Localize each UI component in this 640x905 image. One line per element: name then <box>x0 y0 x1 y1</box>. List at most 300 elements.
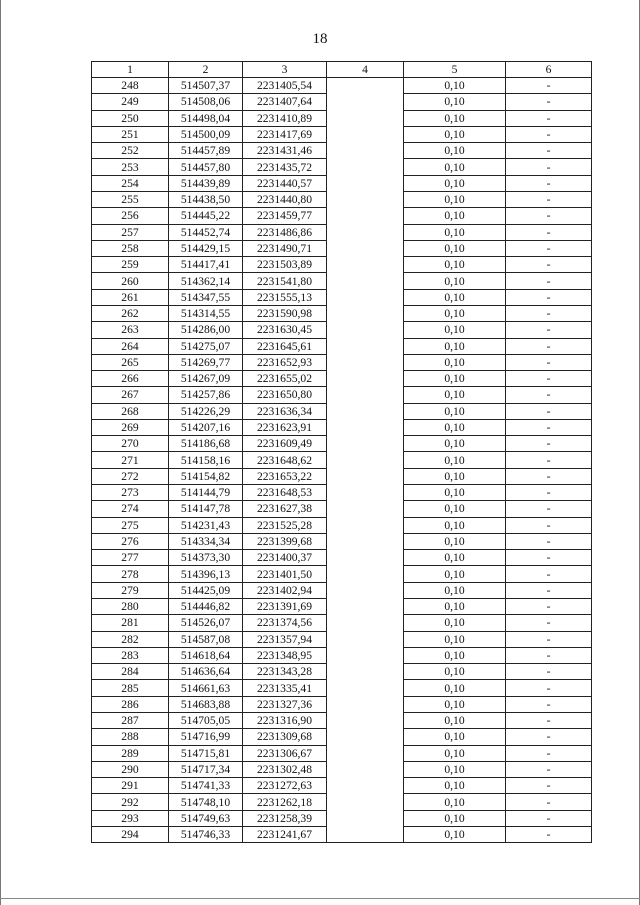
x-coordinate-cell: 514334,34 <box>169 533 243 549</box>
y-coordinate-cell: 2231401,50 <box>243 566 327 582</box>
table-row <box>92 436 592 452</box>
column-header: 3 <box>243 62 327 78</box>
dash-cell: - <box>506 485 592 501</box>
y-coordinate-cell: 2231400,37 <box>243 550 327 566</box>
point-number-cell: 270 <box>92 436 169 452</box>
point-number-cell: 273 <box>92 485 169 501</box>
point-number-cell: 280 <box>92 599 169 615</box>
empty-cell <box>327 794 404 810</box>
x-coordinate-cell: 514226,29 <box>169 403 243 419</box>
table-row <box>92 778 592 794</box>
accuracy-cell: 0,10 <box>404 126 506 142</box>
y-coordinate-cell: 2231627,38 <box>243 501 327 517</box>
x-coordinate-cell: 514716,99 <box>169 729 243 745</box>
accuracy-cell: 0,10 <box>404 289 506 305</box>
accuracy-cell: 0,10 <box>404 826 506 842</box>
point-number-cell: 258 <box>92 240 169 256</box>
x-coordinate-cell: 514636,64 <box>169 664 243 680</box>
accuracy-cell: 0,10 <box>404 110 506 126</box>
accuracy-cell: 0,10 <box>404 208 506 224</box>
dash-cell: - <box>506 191 592 207</box>
x-coordinate-cell: 514507,37 <box>169 78 243 94</box>
y-coordinate-cell: 2231306,67 <box>243 745 327 761</box>
accuracy-cell: 0,10 <box>404 794 506 810</box>
point-number-cell: 248 <box>92 78 169 94</box>
table-row <box>92 761 592 777</box>
dash-cell: - <box>506 419 592 435</box>
dash-cell: - <box>506 126 592 142</box>
empty-cell <box>327 94 404 110</box>
table-row <box>92 631 592 647</box>
dash-cell: - <box>506 175 592 191</box>
point-number-cell: 289 <box>92 745 169 761</box>
x-coordinate-cell: 514741,33 <box>169 778 243 794</box>
dash-cell: - <box>506 533 592 549</box>
accuracy-cell: 0,10 <box>404 647 506 663</box>
accuracy-cell: 0,10 <box>404 501 506 517</box>
accuracy-cell: 0,10 <box>404 599 506 615</box>
dash-cell: - <box>506 582 592 598</box>
empty-cell <box>327 305 404 321</box>
empty-cell <box>327 224 404 240</box>
x-coordinate-cell: 514500,09 <box>169 126 243 142</box>
dash-cell: - <box>506 371 592 387</box>
dash-cell: - <box>506 436 592 452</box>
x-coordinate-cell: 514347,55 <box>169 289 243 305</box>
table-header-row <box>92 62 592 78</box>
x-coordinate-cell: 514396,13 <box>169 566 243 582</box>
x-coordinate-cell: 514683,88 <box>169 696 243 712</box>
empty-cell <box>327 615 404 631</box>
table-row <box>92 305 592 321</box>
table-row <box>92 729 592 745</box>
table-row <box>92 664 592 680</box>
point-number-cell: 287 <box>92 712 169 728</box>
empty-cell <box>327 208 404 224</box>
x-coordinate-cell: 514746,33 <box>169 826 243 842</box>
y-coordinate-cell: 2231555,13 <box>243 289 327 305</box>
dash-cell: - <box>506 501 592 517</box>
y-coordinate-cell: 2231636,34 <box>243 403 327 419</box>
empty-cell <box>327 322 404 338</box>
empty-cell <box>327 78 404 94</box>
accuracy-cell: 0,10 <box>404 582 506 598</box>
empty-cell <box>327 826 404 842</box>
y-coordinate-cell: 2231486,86 <box>243 224 327 240</box>
empty-cell <box>327 273 404 289</box>
y-coordinate-cell: 2231258,39 <box>243 810 327 826</box>
dash-cell: - <box>506 257 592 273</box>
empty-cell <box>327 191 404 207</box>
table-row <box>92 257 592 273</box>
empty-cell <box>327 240 404 256</box>
empty-cell <box>327 175 404 191</box>
dash-cell: - <box>506 305 592 321</box>
table-row <box>92 566 592 582</box>
dash-cell: - <box>506 696 592 712</box>
point-number-cell: 260 <box>92 273 169 289</box>
x-coordinate-cell: 514508,06 <box>169 94 243 110</box>
table-row <box>92 289 592 305</box>
y-coordinate-cell: 2231407,64 <box>243 94 327 110</box>
empty-cell <box>327 501 404 517</box>
x-coordinate-cell: 514661,63 <box>169 680 243 696</box>
table-row <box>92 387 592 403</box>
table-row <box>92 175 592 191</box>
accuracy-cell: 0,10 <box>404 191 506 207</box>
point-number-cell: 265 <box>92 354 169 370</box>
table-row <box>92 615 592 631</box>
point-number-cell: 278 <box>92 566 169 582</box>
empty-cell <box>327 338 404 354</box>
column-header: 6 <box>506 62 592 78</box>
point-number-cell: 259 <box>92 257 169 273</box>
x-coordinate-cell: 514425,09 <box>169 582 243 598</box>
accuracy-cell: 0,10 <box>404 159 506 175</box>
accuracy-cell: 0,10 <box>404 517 506 533</box>
y-coordinate-cell: 2231590,98 <box>243 305 327 321</box>
point-number-cell: 292 <box>92 794 169 810</box>
table-row <box>92 599 592 615</box>
page-number: 18 <box>312 31 328 47</box>
x-coordinate-cell: 514207,16 <box>169 419 243 435</box>
x-coordinate-cell: 514439,89 <box>169 175 243 191</box>
y-coordinate-cell: 2231405,54 <box>243 78 327 94</box>
y-coordinate-cell: 2231653,22 <box>243 468 327 484</box>
accuracy-cell: 0,10 <box>404 485 506 501</box>
table-row <box>92 647 592 663</box>
empty-cell <box>327 680 404 696</box>
column-header: 5 <box>404 62 506 78</box>
accuracy-cell: 0,10 <box>404 94 506 110</box>
empty-cell <box>327 729 404 745</box>
point-number-cell: 281 <box>92 615 169 631</box>
accuracy-cell: 0,10 <box>404 175 506 191</box>
accuracy-cell: 0,10 <box>404 322 506 338</box>
y-coordinate-cell: 2231648,53 <box>243 485 327 501</box>
empty-cell <box>327 468 404 484</box>
point-number-cell: 249 <box>92 94 169 110</box>
x-coordinate-cell: 514158,16 <box>169 452 243 468</box>
accuracy-cell: 0,10 <box>404 696 506 712</box>
dash-cell: - <box>506 78 592 94</box>
x-coordinate-cell: 514267,09 <box>169 371 243 387</box>
accuracy-cell: 0,10 <box>404 761 506 777</box>
empty-cell <box>327 631 404 647</box>
accuracy-cell: 0,10 <box>404 533 506 549</box>
dash-cell: - <box>506 208 592 224</box>
dash-cell: - <box>506 289 592 305</box>
y-coordinate-cell: 2231374,56 <box>243 615 327 631</box>
y-coordinate-cell: 2231357,94 <box>243 631 327 647</box>
accuracy-cell: 0,10 <box>404 680 506 696</box>
accuracy-cell: 0,10 <box>404 550 506 566</box>
y-coordinate-cell: 2231327,36 <box>243 696 327 712</box>
x-coordinate-cell: 514286,00 <box>169 322 243 338</box>
dash-cell: - <box>506 387 592 403</box>
point-number-cell: 251 <box>92 126 169 142</box>
point-number-cell: 294 <box>92 826 169 842</box>
dash-cell: - <box>506 647 592 663</box>
point-number-cell: 268 <box>92 403 169 419</box>
dash-cell: - <box>506 794 592 810</box>
table-row <box>92 143 592 159</box>
table-row <box>92 745 592 761</box>
dash-cell: - <box>506 631 592 647</box>
accuracy-cell: 0,10 <box>404 338 506 354</box>
y-coordinate-cell: 2231435,72 <box>243 159 327 175</box>
point-number-cell: 285 <box>92 680 169 696</box>
dash-cell: - <box>506 159 592 175</box>
dash-cell: - <box>506 94 592 110</box>
empty-cell <box>327 143 404 159</box>
table-row <box>92 582 592 598</box>
point-number-cell: 253 <box>92 159 169 175</box>
accuracy-cell: 0,10 <box>404 143 506 159</box>
point-number-cell: 271 <box>92 452 169 468</box>
dash-cell: - <box>506 826 592 842</box>
y-coordinate-cell: 2231402,94 <box>243 582 327 598</box>
y-coordinate-cell: 2231343,28 <box>243 664 327 680</box>
coordinates-table <box>91 61 592 843</box>
dash-cell: - <box>506 599 592 615</box>
empty-cell <box>327 110 404 126</box>
empty-cell <box>327 289 404 305</box>
accuracy-cell: 0,10 <box>404 729 506 745</box>
x-coordinate-cell: 514748,10 <box>169 794 243 810</box>
empty-cell <box>327 257 404 273</box>
accuracy-cell: 0,10 <box>404 403 506 419</box>
table-row <box>92 94 592 110</box>
empty-cell <box>327 485 404 501</box>
x-coordinate-cell: 514715,81 <box>169 745 243 761</box>
dash-cell: - <box>506 566 592 582</box>
dash-cell: - <box>506 664 592 680</box>
point-number-cell: 272 <box>92 468 169 484</box>
accuracy-cell: 0,10 <box>404 273 506 289</box>
accuracy-cell: 0,10 <box>404 354 506 370</box>
empty-cell <box>327 647 404 663</box>
point-number-cell: 282 <box>92 631 169 647</box>
dash-cell: - <box>506 224 592 240</box>
accuracy-cell: 0,10 <box>404 387 506 403</box>
y-coordinate-cell: 2231541,80 <box>243 273 327 289</box>
x-coordinate-cell: 514445,22 <box>169 208 243 224</box>
table-row <box>92 338 592 354</box>
table-row <box>92 403 592 419</box>
x-coordinate-cell: 514275,07 <box>169 338 243 354</box>
empty-cell <box>327 159 404 175</box>
empty-cell <box>327 582 404 598</box>
table-row <box>92 322 592 338</box>
accuracy-cell: 0,10 <box>404 664 506 680</box>
table-row <box>92 224 592 240</box>
dash-cell: - <box>506 468 592 484</box>
dash-cell: - <box>506 143 592 159</box>
empty-cell <box>327 371 404 387</box>
x-coordinate-cell: 514231,43 <box>169 517 243 533</box>
table-row <box>92 680 592 696</box>
accuracy-cell: 0,10 <box>404 240 506 256</box>
point-number-cell: 293 <box>92 810 169 826</box>
empty-cell <box>327 403 404 419</box>
x-coordinate-cell: 514452,74 <box>169 224 243 240</box>
empty-cell <box>327 419 404 435</box>
y-coordinate-cell: 2231302,48 <box>243 761 327 777</box>
table-row <box>92 696 592 712</box>
dash-cell: - <box>506 273 592 289</box>
x-coordinate-cell: 514457,80 <box>169 159 243 175</box>
table-row <box>92 78 592 94</box>
y-coordinate-cell: 2231490,71 <box>243 240 327 256</box>
point-number-cell: 288 <box>92 729 169 745</box>
accuracy-cell: 0,10 <box>404 371 506 387</box>
empty-cell <box>327 550 404 566</box>
table-row <box>92 208 592 224</box>
x-coordinate-cell: 514526,07 <box>169 615 243 631</box>
accuracy-cell: 0,10 <box>404 468 506 484</box>
x-coordinate-cell: 514147,78 <box>169 501 243 517</box>
y-coordinate-cell: 2231348,95 <box>243 647 327 663</box>
point-number-cell: 261 <box>92 289 169 305</box>
dash-cell: - <box>506 615 592 631</box>
dash-cell: - <box>506 550 592 566</box>
x-coordinate-cell: 514373,30 <box>169 550 243 566</box>
dash-cell: - <box>506 778 592 794</box>
y-coordinate-cell: 2231609,49 <box>243 436 327 452</box>
y-coordinate-cell: 2231335,41 <box>243 680 327 696</box>
point-number-cell: 266 <box>92 371 169 387</box>
dash-cell: - <box>506 322 592 338</box>
x-coordinate-cell: 514144,79 <box>169 485 243 501</box>
empty-cell <box>327 778 404 794</box>
accuracy-cell: 0,10 <box>404 778 506 794</box>
y-coordinate-cell: 2231410,89 <box>243 110 327 126</box>
accuracy-cell: 0,10 <box>404 419 506 435</box>
dash-cell: - <box>506 452 592 468</box>
x-coordinate-cell: 514362,14 <box>169 273 243 289</box>
x-coordinate-cell: 514438,50 <box>169 191 243 207</box>
column-header: 1 <box>92 62 169 78</box>
table-row <box>92 712 592 728</box>
table-row <box>92 419 592 435</box>
column-header: 2 <box>169 62 243 78</box>
point-number-cell: 274 <box>92 501 169 517</box>
point-number-cell: 275 <box>92 517 169 533</box>
table-row <box>92 240 592 256</box>
table-row <box>92 533 592 549</box>
x-coordinate-cell: 514314,55 <box>169 305 243 321</box>
point-number-cell: 277 <box>92 550 169 566</box>
empty-cell <box>327 436 404 452</box>
accuracy-cell: 0,10 <box>404 566 506 582</box>
x-coordinate-cell: 514587,08 <box>169 631 243 647</box>
y-coordinate-cell: 2231262,18 <box>243 794 327 810</box>
point-number-cell: 284 <box>92 664 169 680</box>
x-coordinate-cell: 514446,82 <box>169 599 243 615</box>
y-coordinate-cell: 2231650,80 <box>243 387 327 403</box>
column-header: 4 <box>327 62 404 78</box>
table-row <box>92 354 592 370</box>
accuracy-cell: 0,10 <box>404 305 506 321</box>
y-coordinate-cell: 2231623,91 <box>243 419 327 435</box>
empty-cell <box>327 354 404 370</box>
x-coordinate-cell: 514257,86 <box>169 387 243 403</box>
table-row <box>92 371 592 387</box>
accuracy-cell: 0,10 <box>404 452 506 468</box>
y-coordinate-cell: 2231391,69 <box>243 599 327 615</box>
page-left-edge <box>0 0 1 905</box>
x-coordinate-cell: 514705,05 <box>169 712 243 728</box>
page-bottom-edge <box>0 898 640 899</box>
dash-cell: - <box>506 761 592 777</box>
empty-cell <box>327 745 404 761</box>
dash-cell: - <box>506 517 592 533</box>
table-row <box>92 126 592 142</box>
table-row <box>92 501 592 517</box>
y-coordinate-cell: 2231431,46 <box>243 143 327 159</box>
point-number-cell: 256 <box>92 208 169 224</box>
table-row <box>92 517 592 533</box>
dash-cell: - <box>506 712 592 728</box>
y-coordinate-cell: 2231459,77 <box>243 208 327 224</box>
point-number-cell: 267 <box>92 387 169 403</box>
y-coordinate-cell: 2231652,93 <box>243 354 327 370</box>
x-coordinate-cell: 514457,89 <box>169 143 243 159</box>
point-number-cell: 255 <box>92 191 169 207</box>
table-row <box>92 191 592 207</box>
dash-cell: - <box>506 354 592 370</box>
table-row <box>92 550 592 566</box>
point-number-cell: 290 <box>92 761 169 777</box>
empty-cell <box>327 696 404 712</box>
dash-cell: - <box>506 729 592 745</box>
table-row <box>92 159 592 175</box>
point-number-cell: 254 <box>92 175 169 191</box>
table-row <box>92 452 592 468</box>
empty-cell <box>327 517 404 533</box>
x-coordinate-cell: 514186,68 <box>169 436 243 452</box>
x-coordinate-cell: 514618,64 <box>169 647 243 663</box>
point-number-cell: 264 <box>92 338 169 354</box>
y-coordinate-cell: 2231645,61 <box>243 338 327 354</box>
empty-cell <box>327 599 404 615</box>
point-number-cell: 257 <box>92 224 169 240</box>
accuracy-cell: 0,10 <box>404 78 506 94</box>
dash-cell: - <box>506 110 592 126</box>
empty-cell <box>327 712 404 728</box>
y-coordinate-cell: 2231316,90 <box>243 712 327 728</box>
y-coordinate-cell: 2231655,02 <box>243 371 327 387</box>
x-coordinate-cell: 514269,77 <box>169 354 243 370</box>
point-number-cell: 252 <box>92 143 169 159</box>
y-coordinate-cell: 2231417,69 <box>243 126 327 142</box>
empty-cell <box>327 387 404 403</box>
table-body <box>92 78 592 843</box>
point-number-cell: 279 <box>92 582 169 598</box>
point-number-cell: 263 <box>92 322 169 338</box>
accuracy-cell: 0,10 <box>404 615 506 631</box>
table-row <box>92 810 592 826</box>
table-row <box>92 794 592 810</box>
empty-cell <box>327 664 404 680</box>
table-row <box>92 273 592 289</box>
accuracy-cell: 0,10 <box>404 745 506 761</box>
y-coordinate-cell: 2231272,63 <box>243 778 327 794</box>
accuracy-cell: 0,10 <box>404 631 506 647</box>
empty-cell <box>327 566 404 582</box>
point-number-cell: 291 <box>92 778 169 794</box>
